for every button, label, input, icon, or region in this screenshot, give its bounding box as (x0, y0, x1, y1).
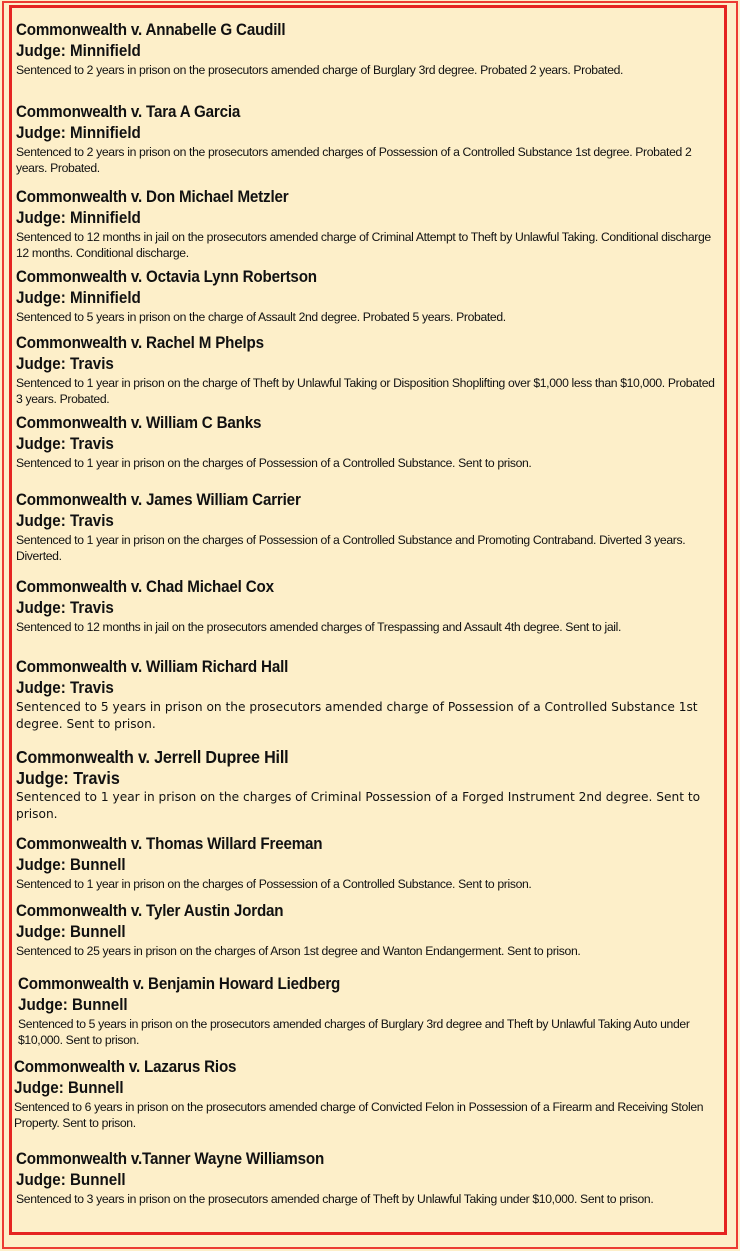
case-title: Commonwealth v. Benjamin Howard Liedberg (18, 975, 341, 993)
case-entry (16, 834, 716, 892)
case-title: Commonwealth v.Tanner Wayne Williamson (16, 1150, 325, 1168)
judge-name: Judge: Travis (16, 512, 114, 530)
case-entry (16, 657, 716, 733)
judge-name: Judge: Travis (16, 435, 114, 453)
sentence-text: Sentenced to 5 years in prison on the prosecutors amended charges of Burglary 3rd degree and Theft by Unlawful Taking Auto under $10,000. Sent to prison. (18, 1017, 690, 1047)
sentence-text: Sentenced to 12 months in jail on the prosecutors amended charges of Trespassing and Assault 4th degree. Sent to jail. (16, 620, 622, 634)
case-entry (16, 102, 716, 176)
case-entry (16, 747, 716, 823)
case-entry (16, 413, 716, 471)
sentence-text: Sentenced to 1 year in prison on the charges of Possession of a Controlled Substance. Sent to prison. (16, 456, 532, 470)
judge-name: Judge: Minnifield (16, 42, 141, 60)
sentence-text: Sentenced to 3 years in prison on the prosecutors amended charge of Theft by Unlawful Taking under $10,000. Sent to prison. (16, 1192, 654, 1206)
judge-name: Judge: Travis (16, 679, 114, 697)
sentence-text: Sentenced to 5 years in prison on the prosecutors amended charge of Possession of a Controlled Substance 1st degree. Sent to prison. (16, 700, 698, 731)
case-title: Commonwealth v. Octavia Lynn Robertson (16, 268, 317, 286)
sentence-text: Sentenced to 1 year in prison on the charge of Theft by Unlawful Taking or Disposition Shoplifting over $1,000 less than $10,000. Probated 3 years. Probated. (16, 376, 715, 406)
sentence-text: Sentenced to 1 year in prison on the charges of Possession of a Controlled Substance. Sent to prison. (16, 877, 532, 891)
sentence-text: Sentenced to 1 year in prison on the charges of Criminal Possession of a Forged Instrument 2nd degree. Sent to prison. (16, 790, 701, 821)
case-entry (16, 187, 716, 261)
judge-name: Judge: Travis (16, 355, 114, 373)
judge-name: Judge: Minnifield (16, 289, 141, 307)
judge-name: Judge: Minnifield (16, 209, 141, 227)
case-title: Commonwealth v. Don Michael Metzler (16, 188, 289, 206)
case-title: Commonwealth v. Jerrell Dupree Hill (16, 747, 289, 767)
case-entry (16, 901, 716, 959)
case-title: Commonwealth v. Lazarus Rios (14, 1058, 237, 1076)
case-title: Commonwealth v. Thomas Willard Freeman (16, 835, 323, 853)
case-title: Commonwealth v. William Richard Hall (16, 658, 289, 676)
case-entry (16, 267, 716, 325)
judge-name: Judge: Travis (16, 768, 120, 788)
judge-name: Judge: Bunnell (18, 996, 128, 1014)
case-entry (16, 20, 716, 78)
sentence-text: Sentenced to 2 years in prison on the prosecutors amended charges of Possession of a Controlled Substance 1st degree. Probated 2 years. Probated. (16, 145, 692, 175)
case-entry (18, 974, 718, 1048)
case-entry (16, 490, 716, 564)
sentence-text: Sentenced to 6 years in prison on the prosecutors amended charge of Convicted Felon in Possession of a Firearm and Receiving Stolen Property. Sent to prison. (14, 1100, 704, 1130)
judge-name: Judge: Minnifield (16, 124, 141, 142)
case-title: Commonwealth v. Tara A Garcia (16, 103, 241, 121)
sentence-text: Sentenced to 5 years in prison on the charge of Assault 2nd degree. Probated 5 years. Probated. (16, 310, 506, 324)
judge-name: Judge: Travis (16, 599, 114, 617)
judge-name: Judge: Bunnell (16, 1171, 126, 1189)
case-entry (16, 577, 716, 635)
sentence-text: Sentenced to 2 years in prison on the prosecutors amended charge of Burglary 3rd degree. Probated 2 years. Probated. (16, 63, 624, 77)
judge-name: Judge: Bunnell (16, 856, 126, 874)
judge-name: Judge: Bunnell (16, 923, 126, 941)
sentence-text: Sentenced to 25 years in prison on the charges of Arson 1st degree and Wanton Endangerment. Sent to prison. (16, 944, 581, 958)
judge-name: Judge: Bunnell (14, 1079, 124, 1097)
case-entry (16, 1149, 716, 1207)
case-title: Commonwealth v. James William Carrier (16, 491, 301, 509)
case-title: Commonwealth v. Tyler Austin Jordan (16, 902, 284, 920)
case-title: Commonwealth v. William C Banks (16, 414, 262, 432)
case-entry (14, 1057, 714, 1131)
sentence-text: Sentenced to 1 year in prison on the charges of Possession of a Controlled Substance and Promoting Contraband. Diverted 3 years. Diverted. (16, 533, 686, 563)
sentence-text: Sentenced to 12 months in jail on the prosecutors amended charge of Criminal Attempt to Theft by Unlawful Taking. Conditional discharge 12 months. Conditional discharge. (16, 230, 711, 260)
case-entry (16, 333, 716, 407)
case-title: Commonwealth v. Annabelle G Caudill (16, 21, 286, 39)
case-title: Commonwealth v. Chad Michael Cox (16, 578, 274, 596)
case-title: Commonwealth v. Rachel M Phelps (16, 334, 264, 352)
